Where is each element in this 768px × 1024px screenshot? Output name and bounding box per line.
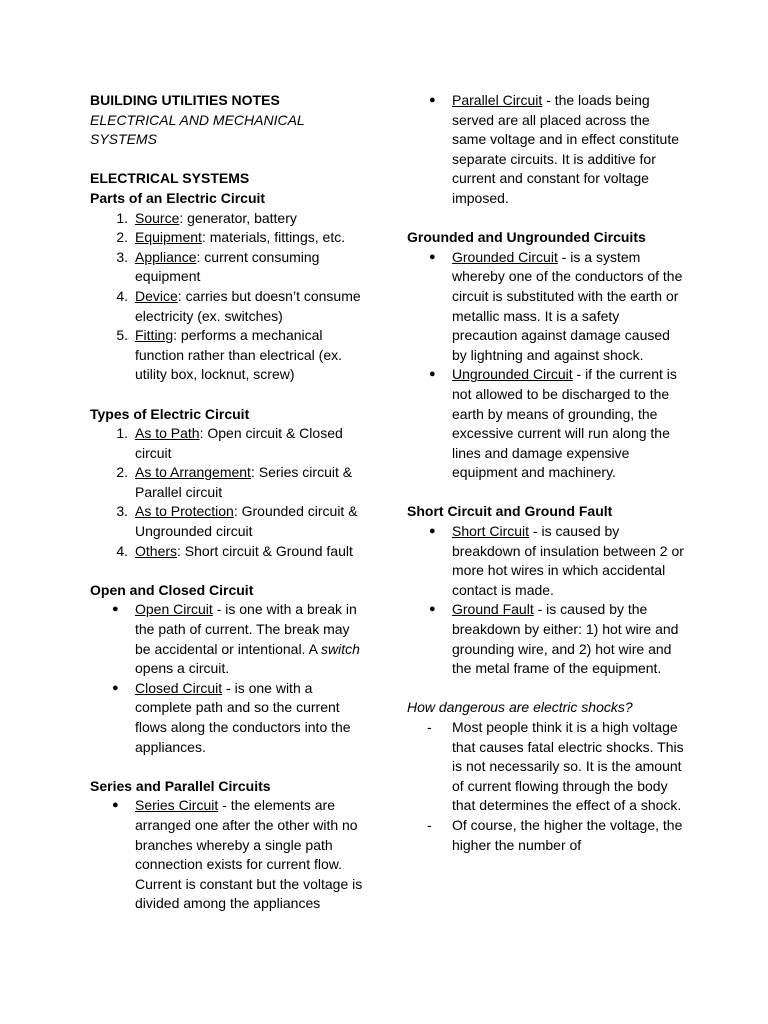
right-column <box>407 91 687 855</box>
open-closed-list <box>90 600 366 757</box>
list-item: 4. Others: Short circuit & Ground fault <box>116 542 353 559</box>
open-closed-heading: Open and Closed Circuit <box>90 581 254 598</box>
grounded-list <box>407 248 687 483</box>
list-item: 3. As to Protection: Grounded circuit & Ungrounded circuit <box>116 503 358 540</box>
list-item: - Most people think it is a high voltage that causes fatal electric shocks. This is not necessarily so. It is the amount of current flowing through the body that determines the effect of a shock. <box>427 719 684 814</box>
series-parallel-list-a <box>90 796 366 914</box>
list-item: 2. As to Arrangement: Series circuit & Parallel circuit <box>116 464 353 500</box>
parts-heading: Parts of an Electric Circuit <box>90 189 266 206</box>
dash-icon: - <box>427 719 432 735</box>
list-item: ● Ungrounded Circuit - if the current is not allowed to be discharged to the earth by means of grounding, the excessive current will run along the lines and damage expensive equipment and machinery. <box>429 366 677 481</box>
list-item: 5. Fitting: performs a mechanical function rather than electrical (ex. utility box, locknut, screw) <box>116 327 342 383</box>
list-item: 1. As to Path: Open circuit & Closed circuit <box>116 425 343 461</box>
list-item: 2. Equipment: materials, fittings, etc. <box>116 229 346 246</box>
list-item: ● Short Circuit - is caused by breakdown of insulation between 2 or more hot wires in which accidental contact is made. <box>429 523 684 598</box>
list-item: 1. Source: generator, battery <box>116 209 297 226</box>
section-heading: ELECTRICAL SYSTEMS <box>90 170 250 187</box>
parts-list <box>90 209 366 385</box>
list-item: 4. Device: carries but doesn’t consume electricity (ex. switches) <box>116 287 361 324</box>
list-item: ● Closed Circuit - is one with a complete path and so the current flows along the conductors into the appliances. <box>112 679 351 755</box>
bullet-icon: ● <box>429 250 436 263</box>
shocks-question: How dangerous are electric shocks? <box>407 699 633 716</box>
bullet-icon: ● <box>429 368 436 381</box>
types-heading: Types of Electric Circuit <box>90 405 250 422</box>
bullet-icon: ● <box>112 603 119 616</box>
bullet-icon: ● <box>429 603 436 616</box>
bullet-icon: ● <box>112 681 119 694</box>
short-fault-heading: Short Circuit and Ground Fault <box>407 503 613 520</box>
list-item: ● Grounded Circuit - is a system whereby one of the conductors of the circuit is substituted with the earth or metallic mass. It is a safety precaution against damage caused by lightning and against shock. <box>429 248 683 363</box>
types-list <box>90 424 366 561</box>
bullet-icon: ● <box>429 94 436 106</box>
series-parallel-list-b <box>407 91 687 209</box>
short-fault-list <box>407 522 687 679</box>
grounded-heading: Grounded and Ungrounded Circuits <box>407 229 646 246</box>
left-column <box>90 91 366 914</box>
list-item: ● Series Circuit - the elements are arranged one after the other with no branches whereby a single path connection exists for current flow. Current is constant but the voltage is divided among the appliances <box>112 797 363 912</box>
list-item: - Of course, the higher the voltage, the higher the number of <box>427 816 683 853</box>
dash-icon: - <box>427 816 432 833</box>
bullet-icon: ● <box>429 525 436 538</box>
shocks-list <box>407 718 687 855</box>
document-title: BUILDING UTILITIES NOTES <box>90 92 280 108</box>
list-item: 3. Appliance: current consuming equipment <box>116 248 320 285</box>
list-item: ● Ground Fault - is caused by the breakdown by either: 1) hot wire and grounding wire, and 2) hot wire and the metal frame of the equipment. <box>429 601 679 677</box>
bullet-icon: ● <box>112 799 119 812</box>
document-subtitle: ELECTRICAL AND MECHANICAL SYSTEMS <box>90 111 305 148</box>
series-parallel-heading: Series and Parallel Circuits <box>90 777 271 794</box>
list-item: ● Open Circuit - is one with a break in the path of current. The break may be accidental or intentional. A switch opens a circuit. <box>112 601 360 677</box>
list-item: ● Parallel Circuit - the loads being served are all placed across the same voltage and in effect constitute separate circuits. It is additive for current and constant for voltage imposed. <box>429 92 679 206</box>
